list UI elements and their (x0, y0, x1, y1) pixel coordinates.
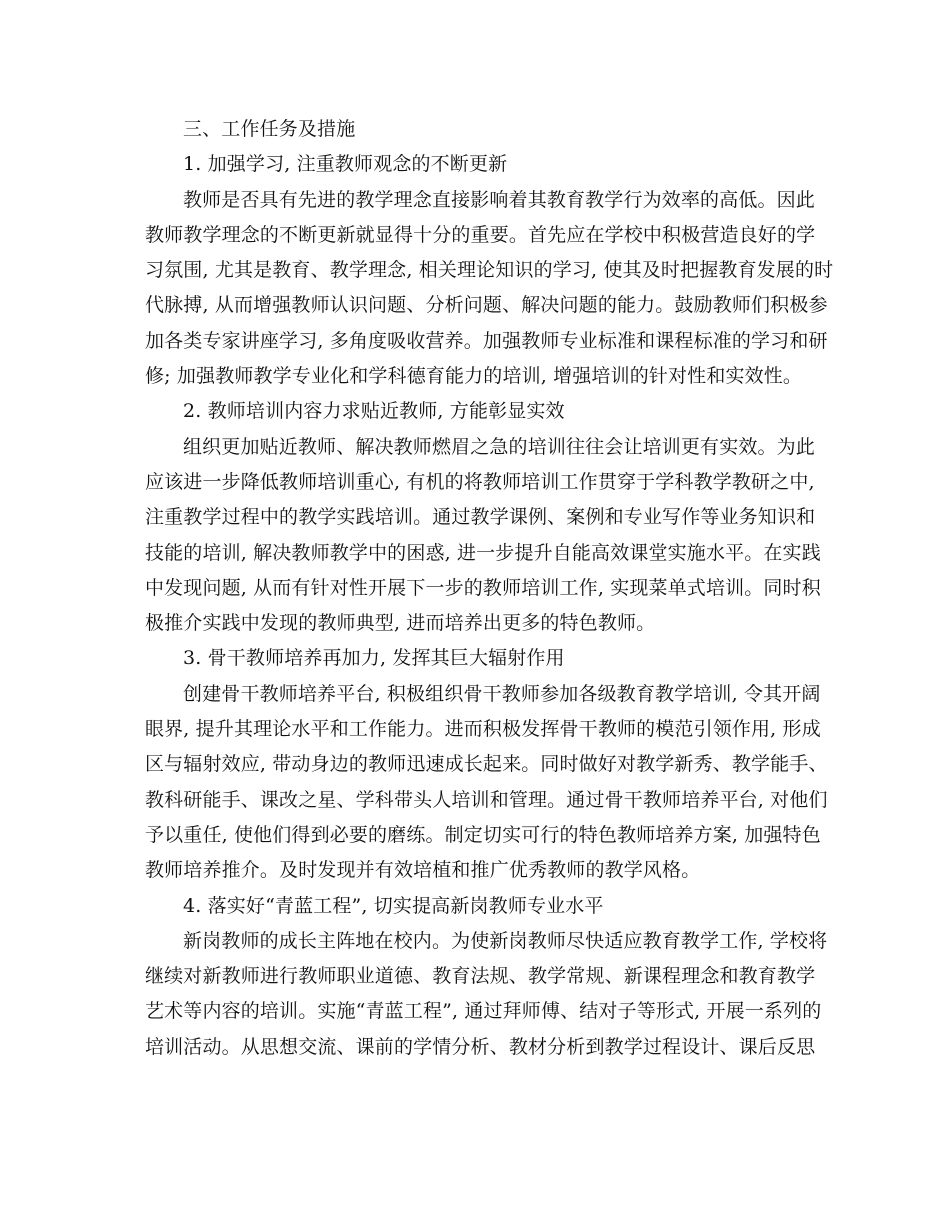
paragraph-line: 培训活动。从思想交流、课前的学情分析、教材分析到教学过程设计、课后反思 (145, 1035, 816, 1058)
paragraph-line: 中发现问题, 从而有针对性开展下一步的教师培训工作, 实现菜单式培训。同时积 (145, 576, 821, 599)
paragraph-line: 教师培养推介。及时发现并有效培植和推广优秀教师的教学风格。 (145, 859, 701, 882)
item-heading-2: 2. 教师培训内容力求贴近教师, 方能彰显实效 (183, 400, 565, 423)
item-heading-4: 4. 落实好“青蓝工程”, 切实提高新岗教师专业水平 (183, 894, 604, 917)
paragraph-line: 组织更加贴近教师、解决教师燃眉之急的培训往往会让培训更有实效。为此 (183, 435, 815, 458)
item-heading-3: 3. 骨干教师培养再加力, 发挥其巨大辐射作用 (183, 647, 565, 670)
paragraph-line: 艺术等内容的培训。实施“青蓝工程”, 通过拜师傅、结对子等形式, 开展一系列的 (145, 1000, 822, 1023)
paragraph-line: 技能的培训, 解决教师教学中的困惑, 进一步提升自能高效课堂实施水平。在实践 (145, 541, 821, 564)
paragraph-line: 教科研能手、课改之星、学科带头人培训和管理。通过骨干教师培养平台, 对他们 (145, 788, 828, 811)
paragraph-line: 予以重任, 使他们得到必要的磨练。制定切实可行的特色教师培养方案, 加强特色 (145, 823, 821, 846)
item-heading-1: 1. 加强学习, 注重教师观念的不断更新 (183, 153, 508, 176)
paragraph-line: 修; 加强教师教学专业化和学科德育能力的培训, 增强培训的针对性和实效性。 (145, 365, 803, 388)
paragraph-line: 眼界, 提升其理论水平和工作能力。进而积极发挥骨干教师的模范引领作用, 形成 (145, 718, 821, 741)
paragraph-line: 教师教学理念的不断更新就显得十分的重要。首先应在学校中积极营造良好的学 (145, 223, 816, 246)
document-page (145, 112, 834, 1065)
paragraph-line: 继续对新教师进行教师职业道德、教育法规、教学常规、新课程理念和教育教学 (145, 965, 816, 988)
paragraph-line: 区与辐射效应, 带动身边的教师迅速成长起来。同时做好对教学新秀、教学能手、 (145, 753, 828, 776)
paragraph-line: 注重教学过程中的教学实践培训。通过教学课例、案例和专业写作等业务知识和 (145, 506, 816, 529)
paragraph-line: 代脉搏, 从而增强教师认识问题、分析问题、解决问题的能力。鼓励教师们积极参 (145, 294, 828, 317)
paragraph-line: 教师是否具有先进的教学理念直接影响着其教育教学行为效率的高低。因此 (183, 188, 815, 211)
paragraph-line: 创建骨干教师培养平台, 积极组织骨干教师参加各级教育教学培训, 令其开阔 (183, 682, 821, 705)
paragraph-line: 加各类专家讲座学习, 多角度吸收营养。加强教师专业标准和课程标准的学习和研 (145, 329, 828, 352)
paragraph-line: 习氛围, 尤其是教育、教学理念, 相关理论知识的学习, 使其及时把握教育发展的时 (145, 259, 834, 282)
paragraph-line: 应该进一步降低教师培训重心, 有机的将教师培训工作贯穿于学科教学教研之中, (145, 470, 815, 493)
paragraph-line: 新岗教师的成长主阵地在校内。为使新岗教师尽快适应教育教学工作, 学校将 (183, 929, 828, 952)
section-heading: 三、工作任务及措施 (183, 118, 356, 140)
paragraph-line: 极推介实践中发现的教师典型, 进而培养出更多的特色教师。 (145, 612, 656, 635)
